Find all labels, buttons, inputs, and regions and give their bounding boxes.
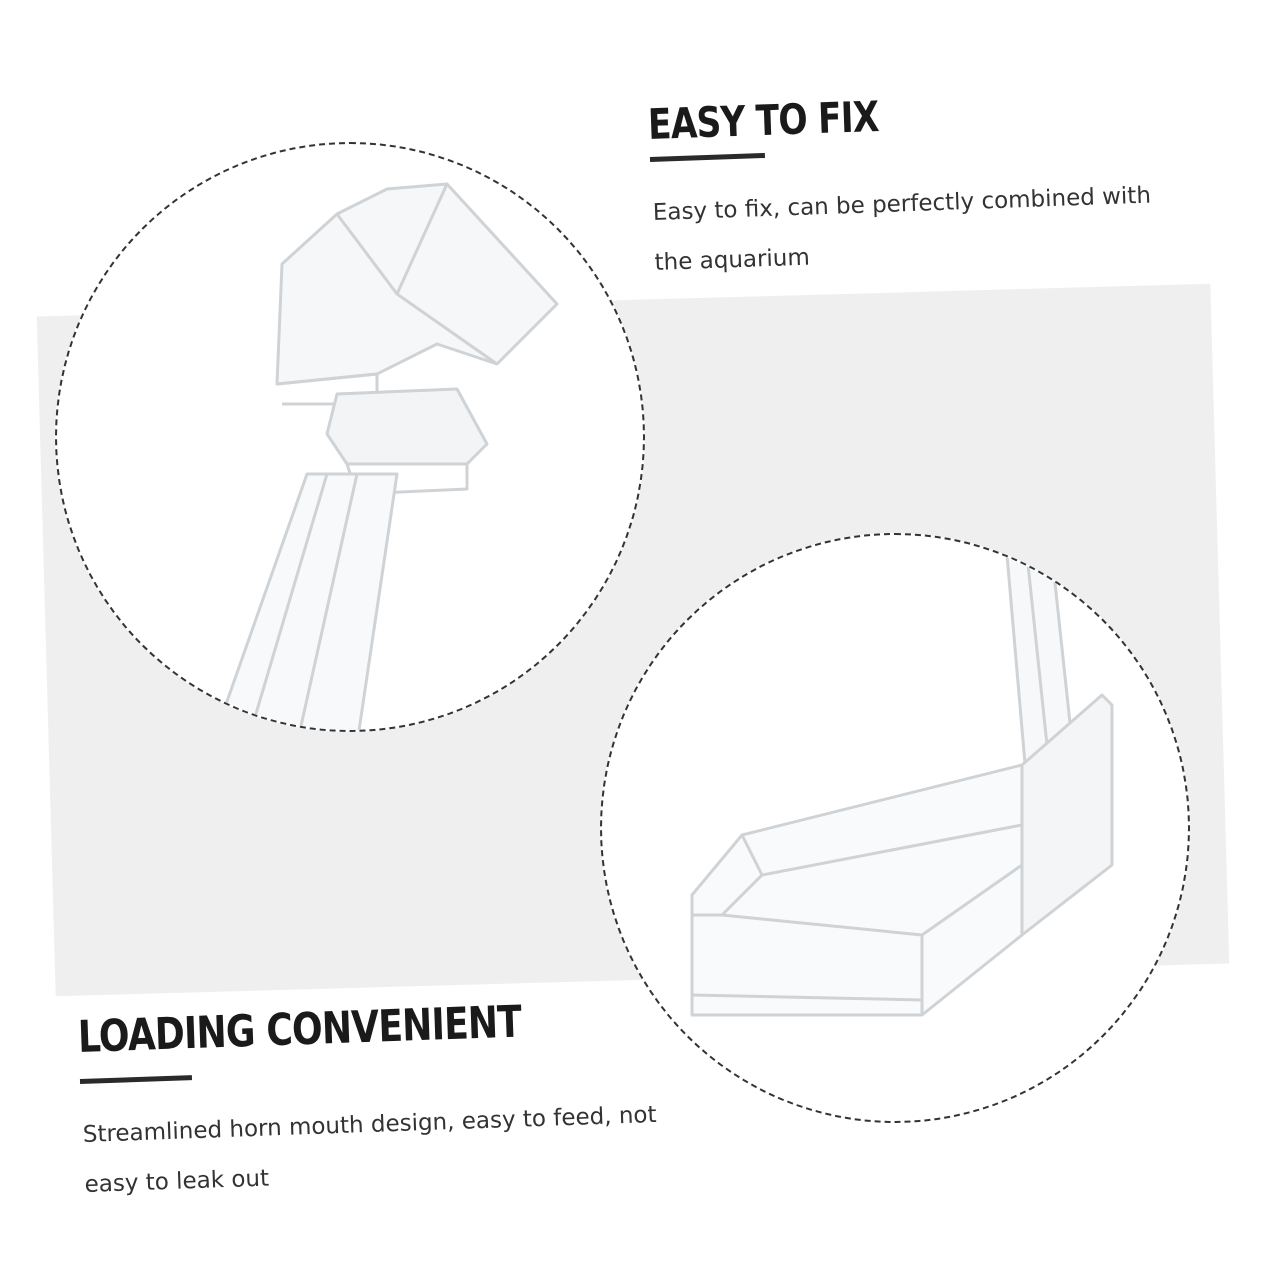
- section-description-easy-to-fix: Easy to fix, can be perfectly combined with the aquarium: [652, 182, 1152, 276]
- section-title-easy-to-fix: EASY TO FIX: [647, 91, 880, 149]
- acrylic-clip-illustration: [57, 144, 643, 730]
- title-underline: [650, 153, 765, 162]
- title-underline: [80, 1075, 192, 1084]
- section-title-loading-convenient: LOADING CONVENIENT: [77, 996, 522, 1063]
- product-detail-clip-image: [55, 142, 645, 732]
- section-description-loading-convenient: Streamlined horn mouth design, easy to feed, not easy to leak out: [82, 1101, 657, 1198]
- product-detail-tray-image: [600, 533, 1190, 1123]
- acrylic-tray-illustration: [602, 535, 1188, 1121]
